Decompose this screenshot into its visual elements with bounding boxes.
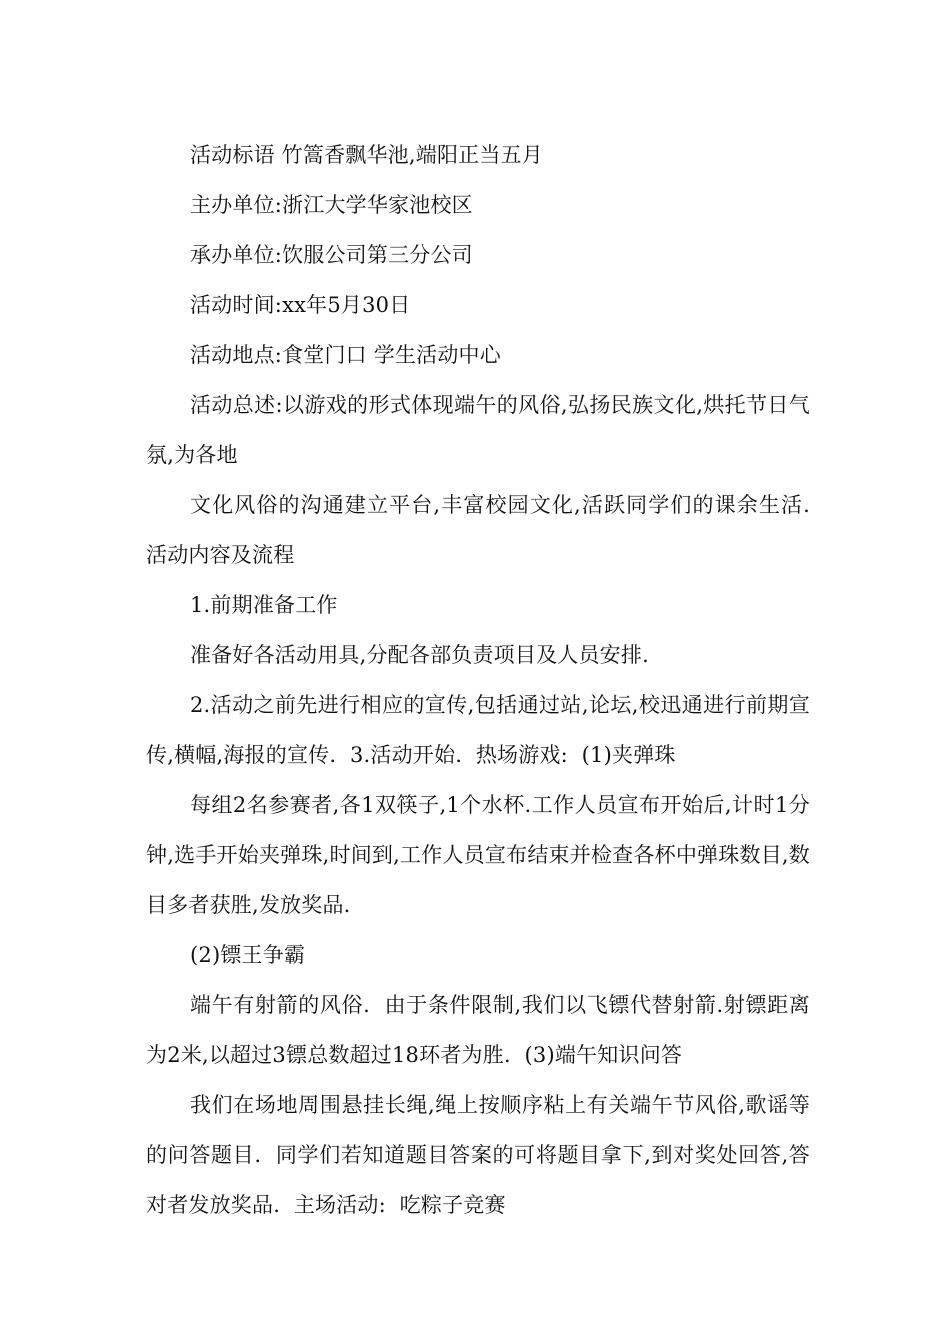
activity-slogan: 活动标语 竹篙香飘华池,端阳正当五月 xyxy=(190,143,543,167)
co-organizer: 承办单位:饮服公司第三分公司 xyxy=(190,243,473,267)
game-marbles-body: 每组2名参赛者,各1双筷子,1个水杯.工作人员宣布开始后,计时1分钟,选手开始夹弹珠,时间到,工作人员宣布结束并检查各杯中弹珠数目,数目多者获胜,发放奖品. xyxy=(146,793,810,917)
activity-location: 活动地点:食堂门口 学生活动中心 xyxy=(190,343,501,367)
organizer: 主办单位:浙江大学华家池校区 xyxy=(190,193,473,217)
step-publicity: 2.活动之前先进行相应的宣传,包括通过站,论坛,校迅通进行前期宣传,横幅,海报的宣传. 3.活动开始. 热场游戏: (1)夹弹珠 xyxy=(146,693,810,767)
document-body xyxy=(146,130,824,1230)
step-preparation-heading: 1.前期准备工作 xyxy=(190,593,338,617)
overview-continued: 文化风俗的沟通建立平台,丰富校园文化,活跃同学们的课余生活. 活动内容及流程 xyxy=(146,493,824,567)
game-darts-body: 端午有射箭的风俗. 由于条件限制,我们以飞镖代替射箭.射镖距离为2米,以超过3镖总数超过18环者为胜. (3)端午知识问答 xyxy=(146,993,810,1067)
step-preparation-body: 准备好各活动用具,分配各部负责项目及人员安排. xyxy=(190,643,649,667)
activity-time: 活动时间:xx年5月30日 xyxy=(190,293,411,317)
game-quiz-body: 我们在场地周围悬挂长绳,绳上按顺序粘上有关端午节风俗,歌谣等的问答题目. 同学们若知道题目答案的可将题目拿下,到对奖处回答,答对者发放奖品. 主场活动: 吃粽子竞赛 xyxy=(146,1093,810,1217)
game-darts-heading: (2)镖王争霸 xyxy=(190,943,306,967)
activity-overview: 活动总述:以游戏的形式体现端午的风俗,弘扬民族文化,烘托节日气氛,为各地 xyxy=(146,393,810,467)
